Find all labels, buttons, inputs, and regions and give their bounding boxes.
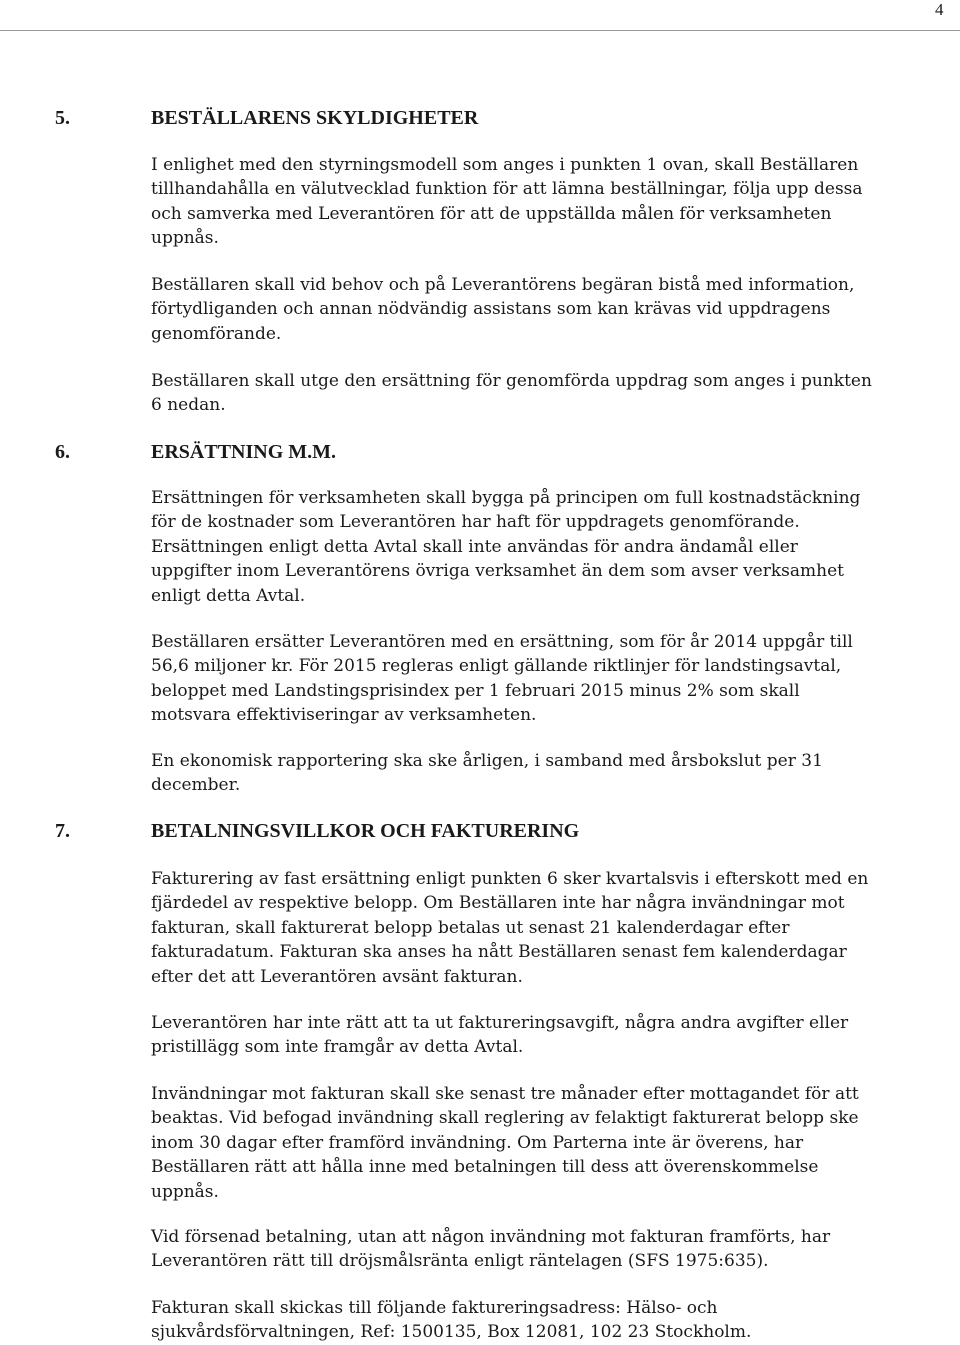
paragraph <box>151 273 941 346</box>
header-rule <box>0 30 960 31</box>
text-line: Ersättningen för verksamheten skall bygga på principen om full kostnadstäckning <box>151 488 861 508</box>
text-line: En ekonomisk rapportering ska ske årligen, i samband med årsbokslut per 31 <box>151 751 823 771</box>
text-line: efter det att Leverantören avsänt fakturan. <box>151 966 523 987</box>
text-line: inom 30 dagar efter framförd invändning. Om Parterna inte är överens, har <box>151 1132 804 1153</box>
text-line: 6 nedan. <box>151 395 226 416</box>
text-line: och samverka med Leverantören för att de uppställda målen för verksamheten <box>151 203 832 224</box>
text-line: tillhandahålla en välutvecklad funktion för att lämna beställningar, följa upp dessa <box>151 179 863 200</box>
paragraph <box>151 1011 941 1060</box>
text-line: uppnås. <box>151 228 219 249</box>
text-line: sjukvårdsförvaltningen, Ref: 1500135, Box 12081, 102 23 Stockholm. <box>151 1322 752 1343</box>
section-heading-6 <box>55 440 336 464</box>
text-line: beaktas. Vid befogad invändning skall reglering av felaktigt fakturerat belopp ske <box>151 1108 859 1129</box>
paragraph <box>151 369 941 418</box>
text-line: Beställaren ersätter Leverantören med en ersättning, som för år 2014 uppgår till <box>151 632 853 652</box>
section-number: 7. <box>55 820 70 842</box>
paragraph <box>151 486 941 608</box>
text-line: förtydliganden och annan nödvändig assistans som kan krävas vid uppdragens <box>151 299 831 320</box>
text-line: beloppet med Landstingsprisindex per 1 februari 2015 minus 2% som skall <box>151 680 800 701</box>
text-line: Invändningar mot fakturan skall ske senast tre månader efter mottagandet för att <box>151 1084 859 1104</box>
text-line: uppnås. <box>151 1181 219 1202</box>
section-number: 6. <box>55 441 70 463</box>
paragraph <box>151 1296 941 1345</box>
paragraph <box>151 1225 941 1274</box>
text-line: uppgifter inom Leverantörens övriga verksamhet än dem som avser verksamhet <box>151 561 844 582</box>
section-heading-7 <box>55 819 579 843</box>
text-line: fakturadatum. Fakturan ska anses ha nått Beställaren senast fem kalenderdagar <box>151 942 847 963</box>
text-line: Beställaren skall vid behov och på Leverantörens begäran bistå med information, <box>151 275 855 295</box>
paragraph <box>151 630 941 728</box>
section-title: BETALNINGSVILLKOR OCH FAKTURERING <box>151 820 580 842</box>
text-line: fakturan, skall fakturerat belopp betalas ut senast 21 kalenderdagar efter <box>151 917 790 938</box>
text-line: för de kostnader som Leverantören har haft för uppdragets genomförande. <box>151 512 800 533</box>
paragraph <box>151 1082 941 1204</box>
paragraph <box>151 749 941 798</box>
text-line: motsvara effektiviseringar av verksamheten. <box>151 705 537 726</box>
section-title: BESTÄLLARENS SKYLDIGHETER <box>151 107 479 129</box>
text-line: fjärdedel av respektive belopp. Om Beställaren inte har några invändningar mot <box>151 893 845 914</box>
text-line: Leverantören har inte rätt att ta ut faktureringsavgift, några andra avgifter eller <box>151 1013 849 1033</box>
text-line: Beställaren rätt att hålla inne med betalningen till dess att överenskommelse <box>151 1157 819 1178</box>
text-line: genomförande. <box>151 323 282 344</box>
section-title: ERSÄTTNING M.M. <box>151 441 337 463</box>
text-line: 56,6 miljoner kr. För 2015 regleras enligt gällande riktlinjer för landstingsavtal, <box>151 656 842 677</box>
text-line: Vid försenad betalning, utan att någon invändning mot fakturan framförts, har <box>151 1227 831 1247</box>
text-line: pristillägg som inte framgår av detta Avtal. <box>151 1037 524 1058</box>
text-line: Beställaren skall utge den ersättning för genomförda uppdrag som anges i punkten <box>151 371 872 391</box>
text-line: Fakturering av fast ersättning enligt punkten 6 sker kvartalsvis i efterskott med en <box>151 869 869 889</box>
text-line: Leverantören rätt till dröjsmålsränta enligt räntelagen (SFS 1975:635). <box>151 1251 769 1272</box>
text-line: Fakturan skall skickas till följande faktureringsadress: Hälso- och <box>151 1298 718 1318</box>
page-number: 4 <box>935 0 944 19</box>
paragraph <box>151 867 941 989</box>
text-line: Ersättningen enligt detta Avtal skall inte användas för andra ändamål eller <box>151 536 798 557</box>
text-line: I enlighet med den styrningsmodell som anges i punkten 1 ovan, skall Beställaren <box>151 155 859 175</box>
text-line: enligt detta Avtal. <box>151 585 306 606</box>
section-heading-5 <box>55 106 478 130</box>
section-number: 5. <box>55 107 70 129</box>
text-line: december. <box>151 775 241 796</box>
paragraph <box>151 153 941 251</box>
